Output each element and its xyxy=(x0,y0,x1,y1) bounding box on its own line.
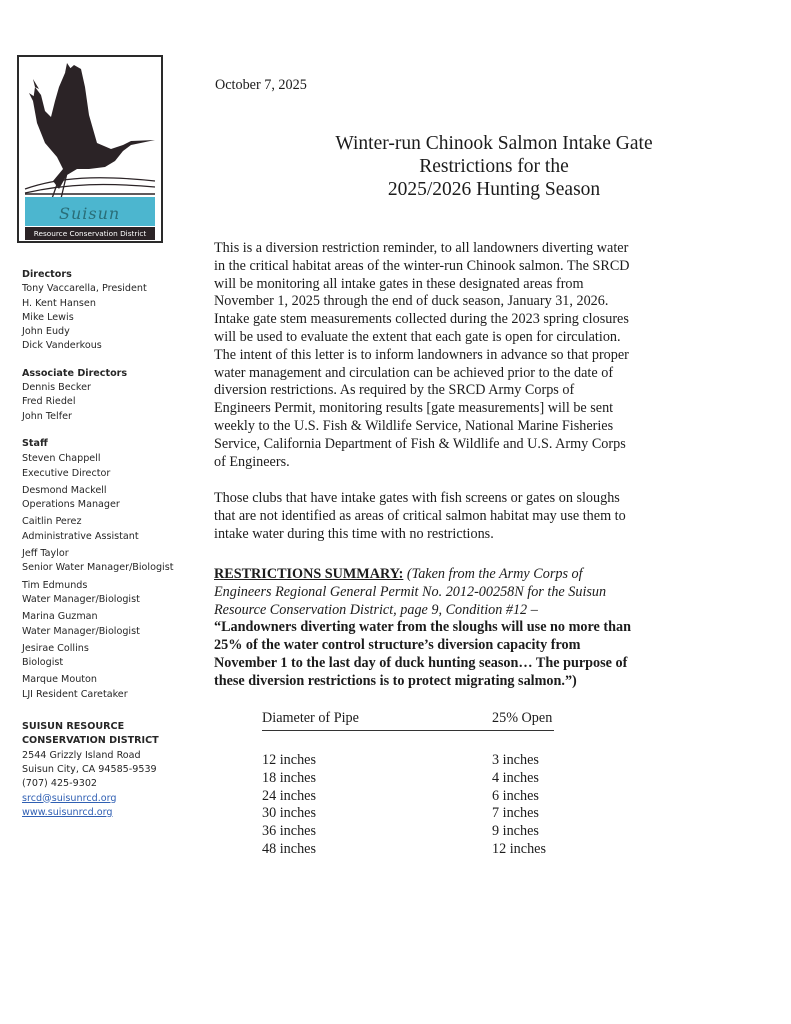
staff-name: Marina Guzman xyxy=(22,611,98,623)
staff-member xyxy=(22,673,197,702)
staff-title: LJI Resident Caretaker xyxy=(22,688,128,700)
paragraph-line: diversion restrictions. As required by the SRCD Army Corps of xyxy=(214,382,575,399)
paragraph-line: intake water during this time with no restrictions. xyxy=(214,525,494,542)
table-body xyxy=(262,752,562,859)
staff-member xyxy=(22,547,197,576)
paragraph-line: Engineers Permit, monitoring results [gate measurements] will be sent xyxy=(214,400,614,417)
title-line: Winter-run Chinook Salmon Intake Gate xyxy=(335,133,653,154)
directors-group xyxy=(22,268,197,354)
table-row xyxy=(262,823,562,841)
staff-name: Tim Edmunds xyxy=(22,579,88,591)
logo-script-text: Suisun xyxy=(59,204,121,223)
table-header xyxy=(262,710,554,731)
associate-directors-heading: Associate Directors xyxy=(22,367,128,379)
letter-title xyxy=(214,132,774,201)
paragraph-line: of Engineers. xyxy=(214,453,290,470)
address-line1: 2544 Grizzly Island Road xyxy=(22,749,141,761)
paragraph-line: This is a diversion restriction reminder, to all landowners diverting water xyxy=(214,240,629,256)
associate-director-name: Fred Riedel xyxy=(22,396,76,408)
website-link[interactable]: www.suisunrcd.org xyxy=(22,806,113,818)
paragraph-line: November 1, 2025 through the end of duck season, January 31, 2026. xyxy=(214,293,609,310)
open-cell: 9 inches xyxy=(492,823,539,840)
paragraph-line: will be monitoring all intake gates in these designated areas from xyxy=(214,275,584,292)
logo-band-text: Resource Conservation District xyxy=(25,227,155,240)
title-line: 2025/2026 Hunting Season xyxy=(387,179,601,200)
directors-heading: Directors xyxy=(22,269,72,280)
staff-member xyxy=(22,610,197,639)
contact-block xyxy=(22,720,197,820)
paragraph-line: will be used to evaluate the extent that each gate is open for circulation. xyxy=(214,328,621,345)
diameter-cell: 12 inches xyxy=(262,752,316,768)
email-link[interactable]: srcd@suisunrcd.org xyxy=(22,792,117,804)
pipe-diameter-table xyxy=(262,710,562,859)
table-row xyxy=(262,805,562,823)
diameter-cell: 36 inches xyxy=(262,823,316,840)
director-name: Mike Lewis xyxy=(22,311,74,323)
org-name-line1: SUISUN RESOURCE xyxy=(22,721,125,733)
restrictions-source: (Taken from the Army Corps of xyxy=(406,566,583,582)
staff-title: Water Manager/Biologist xyxy=(22,625,140,637)
restrictions-quote: these diversion restrictions is to protect migrating salmon.”) xyxy=(214,672,577,689)
diameter-cell: 48 inches xyxy=(262,840,316,857)
staff-member xyxy=(22,452,197,481)
diameter-cell: 30 inches xyxy=(262,805,316,822)
associate-director-name: Dennis Becker xyxy=(22,382,91,394)
staff-name: Desmond Mackell xyxy=(22,484,107,496)
staff-member xyxy=(22,642,197,671)
paragraph-intro xyxy=(214,240,774,471)
staff-member xyxy=(22,484,197,513)
staff-heading: Staff xyxy=(22,437,48,449)
paragraph-line: The intent of this letter is to inform landowners in advance so that proper xyxy=(214,346,629,363)
restrictions-source: Resource Conservation District, page 9, Condition #12 – xyxy=(214,601,538,618)
diameter-cell: 24 inches xyxy=(262,787,316,804)
letter-date: October 7, 2025 xyxy=(215,77,307,93)
table-row xyxy=(262,770,562,788)
paragraph-line: water management and circulation can be achieved prior to the date of xyxy=(214,364,614,381)
table-row xyxy=(262,788,562,806)
restrictions-quote: 25% of the water control structure’s diversion capacity from xyxy=(214,637,581,654)
open-cell: 12 inches xyxy=(492,840,546,857)
restrictions-quote: November 1 to the last day of duck hunting season… The purpose of xyxy=(214,654,628,671)
director-name: H. Kent Hansen xyxy=(22,297,96,309)
associate-director-name: John Telfer xyxy=(22,410,72,422)
staff-title: Senior Water Manager/Biologist xyxy=(22,562,174,574)
address-line2: Suisun City, CA 94585-9539 xyxy=(22,763,157,775)
open-cell: 4 inches xyxy=(492,769,539,786)
paragraph-line: that are not identified as areas of critical salmon habitat may use them to xyxy=(214,507,626,524)
column-header-open: 25% Open xyxy=(492,710,553,726)
table-row xyxy=(262,752,562,770)
paragraph-line: in the critical habitat areas of the winter-run Chinook salmon. The SRCD xyxy=(214,257,630,274)
staff-name: Caitlin Perez xyxy=(22,516,82,528)
diameter-cell: 18 inches xyxy=(262,769,316,786)
director-name: Tony Vaccarella, President xyxy=(22,283,147,295)
staff-title: Executive Director xyxy=(22,467,111,479)
paragraph-exemptions xyxy=(214,490,774,543)
staff-name: Steven Chappell xyxy=(22,453,101,465)
staff-title: Biologist xyxy=(22,657,64,669)
paragraph-line: weekly to the U.S. Fish & Wildlife Service, National Marine Fisheries xyxy=(214,417,614,434)
staff-name: Jesirae Collins xyxy=(22,642,89,654)
heron-icon xyxy=(33,65,155,189)
associate-directors-group xyxy=(22,367,197,424)
restrictions-summary xyxy=(214,566,774,691)
restrictions-heading: RESTRICTIONS SUMMARY: xyxy=(214,566,404,582)
paragraph-line: Service, California Department of Fish & Wildlife and U.S. Army Corps xyxy=(214,435,626,452)
open-cell: 7 inches xyxy=(492,805,539,822)
paragraph-line: Those clubs that have intake gates with fish screens or gates on sloughs xyxy=(214,490,620,506)
paragraph-line: Intake gate stem measurements collected during the 2023 spring closures xyxy=(214,311,629,328)
staff-name: Marque Mouton xyxy=(22,674,97,686)
director-name: John Eudy xyxy=(22,326,70,338)
director-name: Dick Vanderkous xyxy=(22,340,102,352)
restrictions-first-line xyxy=(214,566,774,584)
table-row xyxy=(262,841,562,859)
phone-number: (707) 425-9302 xyxy=(22,778,98,790)
srcd-logo xyxy=(17,55,163,243)
column-header-diameter: Diameter of Pipe xyxy=(262,710,359,726)
staff-title: Water Manager/Biologist xyxy=(22,593,140,605)
title-line: Restrictions for the xyxy=(419,156,569,177)
letterhead-sidebar xyxy=(22,268,197,820)
restrictions-quote: “Landowners diverting water from the sloughs will use no more than xyxy=(214,619,631,636)
staff-title: Administrative Assistant xyxy=(22,530,139,542)
staff-name: Jeff Taylor xyxy=(22,548,69,560)
staff-group xyxy=(22,437,197,702)
open-cell: 3 inches xyxy=(492,752,539,768)
staff-title: Operations Manager xyxy=(22,499,120,511)
staff-member xyxy=(22,515,197,544)
org-name-line2: CONSERVATION DISTRICT xyxy=(22,735,159,747)
open-cell: 6 inches xyxy=(492,787,539,804)
staff-member xyxy=(22,579,197,608)
restrictions-source: Engineers Regional General Permit No. 2012-00258N for the Suisun xyxy=(214,583,607,600)
